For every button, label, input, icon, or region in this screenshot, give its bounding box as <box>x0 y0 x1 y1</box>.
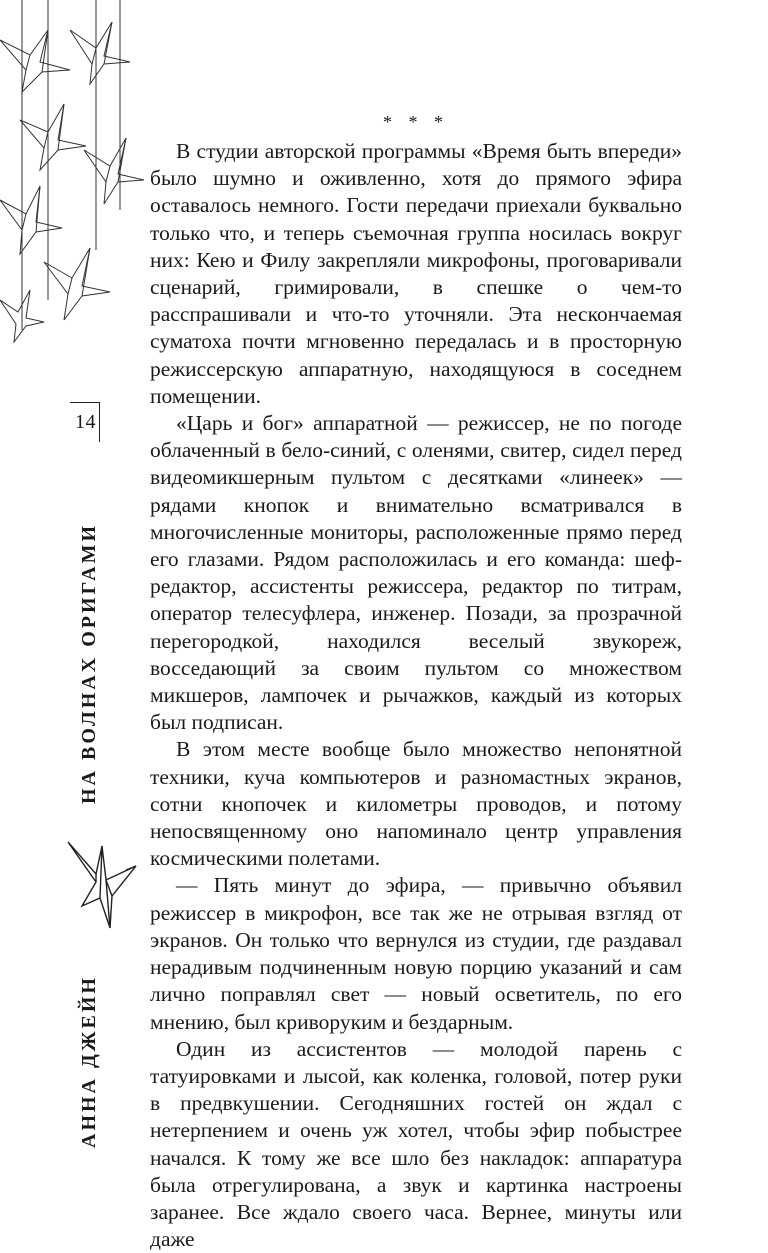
origami-cranes-garland-icon <box>0 0 150 360</box>
running-title: НА ВОЛНАХ ОРИГАМИ <box>78 523 100 804</box>
paragraph: — Пять минут до эфира, — привычно объявил режиссер в микрофон, все так же не отрывая взгляд от экранов. Он только что вернулся из студии, где раздавал нерадивым подчиненным новую порцию указаний и сам лично поправлял свет — новый осветитель, по его мнению, был криворуким и бездарным. <box>150 873 682 1034</box>
paragraph: Один из ассистентов — молодой парень с татуировками и лысой, как коленка, головой, потер руки в предвкушении. Сегодняшних гостей он ждал с нетерпением и очень уж хотел, чтобы эфир побыстрее начался. К тому же все шло без накладок: аппаратура была отрегулирована, а звук и картинка настроены заранее. Все ждало своего часа. Вернее, минуты или даже <box>150 1036 682 1252</box>
paragraph: В студии авторской программы «Время быть впереди» было шумно и оживленно, хотя до прямого эфира оставалось немного. Гости передачи приехали буквально только что, и теперь съемочная группа носилась вокруг них: Кею и Филу закрепляли микрофоны, проговаривали сценарий, гримировали, в спешке о чем-то расспрашивали и что-то уточняли. Эта нескончаемая суматоха почти мгновенно передалась и в просторную режиссерскую аппаратную, находящуюся в соседнем помещении. <box>150 139 682 408</box>
page-margin-decoration <box>0 0 150 1240</box>
paragraph: «Царь и бог» аппаратной — режиссер, не по погоде облаченный в бело-синий, с оленями, свитер, сидел перед видеомикшерным пультом с десятками «линеек» — рядами кнопок и внимательно всматривался в многочисленные мониторы, расположенные прямо перед его глазами. Рядом расположилась и его команда: шеф-редактор, ассистенты режиссера, редактор по титрам, оператор телесуфлера, инженер. Позади, за прозрачной перегородкой, находился веселый звукореж, восседающий за своим пультом со множеством микшеров, лампочек и рычажков, каждый из которых был подписан. <box>150 411 682 735</box>
paragraph: В этом месте вообще было множество непонятной техники, куча компьютеров и разномастных экранов, сотни кнопочек и километры проводов, и потому непосвященному оно напоминало центр управления космическими полетами. <box>150 737 682 871</box>
section-separator: * * * <box>383 112 449 132</box>
page-number-text: 14 <box>75 411 96 433</box>
origami-crane-icon <box>62 836 142 936</box>
book-page-text <box>150 112 682 1253</box>
running-author: АННА ДЖЕЙН <box>78 975 100 1148</box>
page-number <box>70 402 100 442</box>
